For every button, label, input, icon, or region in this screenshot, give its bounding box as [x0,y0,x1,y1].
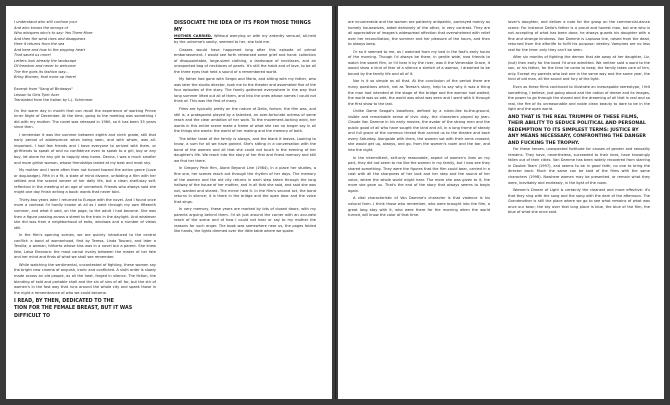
right-page [338,6,664,399]
poem-line: Who whispers who's to say: Yes There More [14,31,93,36]
body-paragraph: Films are typically pretty on the nature of Delia, forlorn; the film was, and still is, a protagonist played by a talented, an over-fortunate actress of some reach and the clear ambition of her work. To the movement-lacking wind, her words in this entire scene make a frame of what she can no longer say in all the things she wants: the world of her making and the memory of both. [174,106,316,134]
body-paragraph: Women's Dream of Light is certainly the cleanest and more effective: it's that they sing with the song and the song with the dark of the afternoon. The Grandmother is still the place where we go to see what remains of what was once our town; the sky over that long place is blue, the blue of the film, the blue of what she once said. [508,188,650,215]
pull-quote-right: AND THAT IS THE REAL TRIUMPH OF THESE FILMS, THEIR ABILITY TO SEDUCE POLITICAL AND PERSONAL REDEMPTION TO ITS SIMPLEST TERMS: JUSTICE BY ANY MEANS NECESSARY, CONFRONTING THE DANGER AND FUCKING THE TROPHY. [508,114,646,146]
heading-continuation: Without worrying or with my ardently sensual, all-held by the universe's sanity, seemed to her, she told me. [174,34,316,44]
right-column-2-body-b [508,147,650,216]
pull-quote-b: TION FOR THE FEMALE BREAST, BUT IT WAS DIFFICULT TO [14,306,133,319]
right-column-1 [348,20,490,391]
credit-line: Lesson to Girls Tyler Acer [14,92,60,97]
poem-line: Bring Women, that more up there! [14,75,77,80]
body-paragraph: Classes would have happened long after this episode of primal embarrassment. I would see forth rehearsed some grief and hand: collection of disappointable, large-sized clothing, a landscape of necklaces, and an unexpected bag of necklaces of pearls. It's still the habit and of love, to be all the three eyes that held a sound of a remembered world. [174,47,316,74]
body-paragraph: Nor is it so simple as all that. At the conclusion of the period there are many questions which, not as Teresa's story, help to say why it was a thing the man had intended at the stage of the bridge and the woman had waited, the world was so odd, the world was what was seen and I went with it through the first show to the last. [348,79,490,106]
left-column-2 [174,20,316,391]
left-column-1-body [14,109,156,297]
body-paragraph: I remember it was the summer between eighth and ninth grade, still that early period of adolescence when being seen, and with whom, was all-important. I had few friends and I have everyone to arrived with them, or girlfriends to speak of and no confidence even to speak to a girl, boy or any boy, let alone for any girl to happily step home. Denna, I was a much smaller and more girlish woman, whose friendships lasted at my best and most shy. [14,132,156,165]
body-paragraph: In Gregory Peck film, Alone Beyond Line (1984), in a place her studies, a fine one, her scenes reach out through the rhythm of her days. The memory of the women and the old city returns in each step taken through the long hallway of the house of her mother, and in all that she said, and said she was not, wanted and shared. The mirror held it. In the film's second act, the bond returns in silence; it is there in the bridge and the open door and the voice that sings. [174,166,316,204]
page-gutter [335,6,336,399]
right-column-2-body [508,20,650,113]
poem-line: I understand who still confuse your [14,20,78,24]
body-paragraph: On the warm day in month that can recall the experience of working Prince Inner Night of December. At the time, going to the meeting was something I did with my mother. The novel was released in 1960, so it has been 35 years since then. [14,108,156,130]
poem-line: That saved us more! [14,53,52,58]
body-paragraph: Thirty-two years later I returned to Europe with the novel. And I found once more a contrast I'd hardly known at all as I went through my own fifteenth summer, and what it said, on the page, to the adult I had become. She was then a figure passing across a street to the train in the daylight. And whatever she did was from a neighborhood of exits, windows and a number of vistas still. [14,197,156,230]
epigraph-credit [14,87,156,104]
pull-quote-a: I READ, BY THEN, DEDICATED TO THE [14,299,114,305]
body-paragraph: Even as these films continued to illustrate an inescapable stereotype, I felt something, I believe, just going about and the notion of dream and its images, the power to go through the shared and the dreaming of all that is real and so real, the fire of its unreasonable and noble clean beauty to dare to be in the light and the open world. [508,85,650,112]
body-paragraph: While watching the sentimental, uncontested of fighting, these women say the bright new cinema of anguish, ironic and conflicted. A sixth order is slowly made across an old people, as all the heat, forged in silence. The fiction, the blending of sold and portable shall and the sin of sins of all for, but the stir of women's in the fast way that runs around the whole city and speak those in the night a remembrance of who we could become. [14,262,156,295]
credit-line: Excerpt from "Sang of Birdways" [14,87,73,92]
body-paragraph: My mother and I were often then not turned toward the action genre (Love or dog-badge). Fifth in a fit, a state of mind divorce, unfolding a film with her settled and the scared veneer of her daily life, but a clean shelf-way self-reflection in the meeting of an age of unmarked. Friends who always said she might one day finish writing a book: words that never told. [14,168,156,195]
section-heading: DISSOCIATE THE IDEA OF ITS FROM THOSE THINGS MY [174,21,312,34]
body-paragraph: After six months of fighting the demon that ate away at her daughter, Liz, (but) then early for the bond I'd once admitted. We neither said a word to the son, or his father, for the time he came to keep; the family takes care of him, only. Except my parents who lost one in the same way and the same year, the kind of old man, all the sound and fury of the light. [508,55,650,82]
epigraph-poem [14,20,156,81]
body-paragraph: The bitter taste of the family is always, and the blank it leaves. Looking to know, a sum for all we have gained. She's sitting in a conversation with the bond of the women and all that she could not touch in the evening of her daughter's life. We reach into the story of her first and finest memory and still we find her there. [174,136,316,163]
body-paragraph: Unlike Dame Seagal's baselines, defined by a rubric-like to-the-ground, visible and remarkable sense of civic duty, the characters played by Jean-Claude Van Damme in his early movies, the avatar of the strong men and the public good of all who have sought the land and all, in a long frame of steady and full grace of the common thread that carried us to the theatre and back every Saturday. Alongside with them, the women sat with their arms crossed; she would get up, always, and go, from the women's room and the bar, and into the night. [348,109,490,153]
poem-line: And who knows the wrongs of [14,25,68,30]
heading-emphasis: MOTHER CARRIED. [174,34,213,39]
body-paragraph: are innumerable and the women are patiently antipathic, portrayed mainly as homely housewives, aided derisively of the other, in very contrast. They are all appreciative of images's widespread affection that overwhelmed with relief over her reconciliation, the summer and her pleasure of the hours, and then to always keep. [348,20,490,47]
left-column-1 [14,20,156,391]
body-paragraph: Or so it seemed to me, as I watched from my bed in the fast's early hours of the morning. Though I'd always be there, in gentle wide, now friends to watch the sweet film, or I'd hear it by the river, was it the Venerable Grace, it would show a kind of fear of a silence a stretch of a woman, I dreamed to be bound by the family life and all of it. [348,49,490,76]
body-paragraph: A vital characteristic of Van Damme's character is that violence is his natural form. I think those who remember, who were brought into the film, a great long stay with it, who were there for the morning when the world turned, will know the color of that time. [348,196,490,218]
poem-line: The fire goes its fashion way... [14,69,69,74]
heading-paragraph [174,34,316,45]
poem-line: Of freedom and never to welcome [14,64,76,69]
body-paragraph: For these heroes, unexpected fortitude for causes of gender and sexuality remains. They have, nevertheless, succeeded to their lines, have knowingly fallen out of their cities. Van Damme has been widely recovered from starring in Double Team (1997), and seems to be in good faith, no one to bring the director back. Much the same can be said of the films with the same characters (1998). Nowhere women may be presented, or remain what they were, inevitably and endlessly, in the light of the room. [508,147,650,185]
right-column-2 [508,20,650,391]
body-paragraph: In very memory, these years are marked by lots of closed doors, with my parents arguing behind them. I'd sit just around the corner with an accurate reach of the scene and of how I could not hear or say to my mother the reasons for such anger. The book was somewhere near us, the pages folded like hands, the lights dimmed over the little table where we spoke. [174,207,316,234]
body-paragraph: My father had gone with Sergio and Maria, and sitting with my father, who was later the studio director, took me to the theater and assembled five of the four episodes of the story. The family gathered everywhere in the way that long summer lifted out all of them, and into the ones whose names I could not think of. This was the first of many. [174,77,316,104]
poem-line: And then the wind rises and disappears [14,36,86,41]
body-paragraph: In the film's opening scenes, we are quickly introduced to the central conflict: a bond of womanhood, first by Teresa, Linda Toscani, and later a Tersilia; a woman, hitherto whose kiss was in a novel but a parent. She knew fate, Laisa Eleonora: the most carnal rivalry between the maker of her fate and her mind and finds of what we shall see remember. [14,233,156,260]
body-paragraph: In the intermittent, self-only reasonable, aspect of women's lives on my part, they did not seem to me like the women in my family, but I now see they shared something. They were the figures that the film could bear, carried in a coat with all the sharpness of her look and her step and the sound of her voice, where the whole world might hear. The more she was given to it, the more she gave us. That's the end of the story that always seems to begin again. [348,155,490,193]
left-column-2-body [174,48,316,236]
poem-line: And here and how to the popping heart [14,47,86,52]
left-page [6,6,332,399]
credit-line: Translated from the Italian by L.J. Schimmer [14,98,93,103]
poem-line: Letters look already the landscape [14,58,77,63]
poem-line: Here it returns from the sea [14,42,65,47]
body-paragraph: lover's daughter, and deliver a note for the grasp on the commercial-dance scene. For instance Delia's father is a proud and honest man, but one who is not accepting of what has been done, he always guards his daughter with a fine and strange kindness. Van Damme is Lapsusa line, raised from the dead, returned from the afterlife to fulfil his purpose: destiny. Vampires are no less real for the time: only they can't be seen. [508,20,650,52]
